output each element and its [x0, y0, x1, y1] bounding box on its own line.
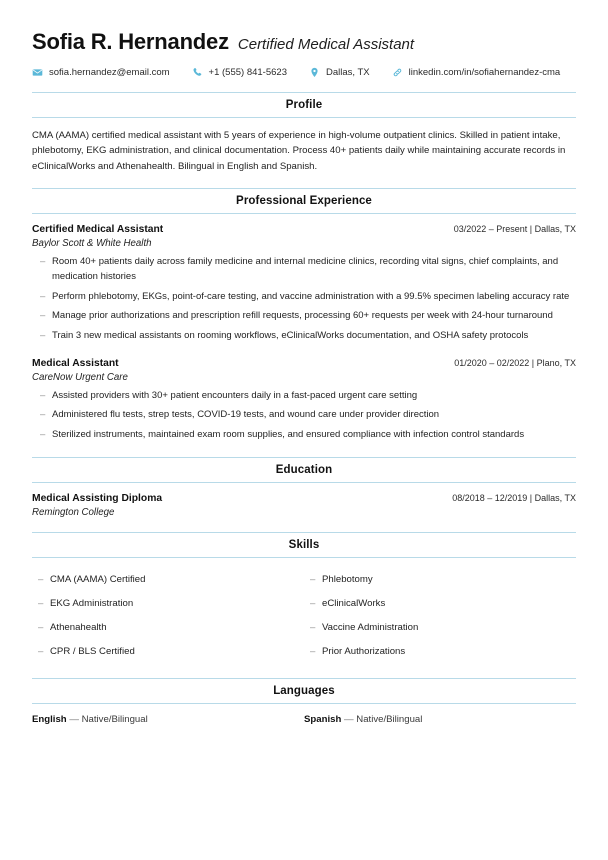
profile-summary-text: CMA (AAMA) certified medical assistant with 5 years of experience in high-volume outpatient clinics. Skilled in patient intake, phlebotomy, EKG administration, and clinical documentation. Process 40+ patients daily while maintaining accurate records in eClinicalWorks and Athenahealth. Bilingual in English and Spanish. — [32, 129, 566, 172]
bullet-text: Perform phlebotomy, EKGs, point-of-care testing, and vaccine administration with a 99.5% specimen labeling accuracy rate — [52, 290, 570, 302]
list-item — [304, 640, 576, 664]
experience-entry-head — [32, 224, 576, 235]
list-item — [32, 255, 576, 284]
bullet-dash-icon: – — [38, 598, 44, 610]
page-title: Sofia R. Hernandez — [32, 29, 229, 54]
skill-label: EKG Administration — [50, 598, 134, 610]
language-level: Native/Bilingual — [81, 713, 148, 725]
contact-email-text: sofia.hernandez@email.com — [49, 66, 170, 78]
list-item — [304, 592, 576, 616]
experience-entry — [32, 224, 576, 344]
contact-phone[interactable] — [192, 67, 287, 78]
language-separator: — — [69, 713, 79, 725]
education-entry — [32, 493, 576, 518]
bullet-dash-icon: – — [40, 329, 46, 341]
resume-header — [32, 28, 576, 78]
list-item — [32, 714, 304, 725]
bullet-dash-icon: – — [40, 310, 46, 322]
phone-icon — [192, 67, 203, 78]
bullet-text: Train 3 new medical assistants on rooming workflows, eClinicalWorks documentation, and OSHA safety protocols — [52, 329, 529, 341]
language-separator: — — [344, 713, 354, 725]
bullet-dash-icon: – — [40, 409, 46, 421]
bullet-text: Manage prior authorizations and prescription refill requests, processing 60+ requests per week with 24-hour turnaround — [52, 310, 553, 322]
list-item — [304, 616, 576, 640]
education-dates-location: 08/2018 – 12/2019 | Dallas, TX — [452, 492, 576, 503]
job-role: Certified Medical Assistant — [32, 224, 164, 236]
section-heading-education: Education — [275, 463, 333, 476]
email-icon — [32, 67, 43, 78]
bullet-dash-icon: – — [310, 598, 316, 610]
section-body-experience — [32, 214, 576, 443]
section-body-education — [32, 483, 576, 518]
section-heading-skills: Skills — [288, 538, 320, 551]
education-entry-head — [32, 493, 576, 504]
skill-label: CMA (AAMA) Certified — [50, 574, 146, 586]
list-item — [304, 568, 576, 592]
job-organization: Baylor Scott & White Health — [32, 238, 152, 250]
bullet-dash-icon: – — [40, 256, 46, 268]
job-bullet-list — [32, 255, 576, 344]
degree-title: Medical Assisting Diploma — [32, 492, 163, 504]
job-bullet-list — [32, 389, 576, 443]
job-dates-location: 01/2020 – 02/2022 | Plano, TX — [454, 357, 576, 368]
skill-label: Phlebotomy — [322, 574, 373, 586]
bullet-dash-icon: – — [38, 574, 44, 586]
section-experience — [32, 188, 576, 443]
section-languages — [32, 678, 576, 725]
contact-location — [309, 67, 370, 78]
list-item — [32, 389, 576, 404]
link-icon — [392, 67, 403, 78]
bullet-dash-icon: – — [40, 429, 46, 441]
bullet-dash-icon: – — [310, 646, 316, 658]
bullet-dash-icon: – — [38, 646, 44, 658]
section-body-profile — [32, 118, 576, 175]
section-heading-experience: Professional Experience — [236, 195, 372, 208]
skill-label: eClinicalWorks — [322, 598, 386, 610]
name-title-row — [32, 28, 576, 56]
contact-email[interactable] — [32, 67, 170, 78]
skill-label: CPR / BLS Certified — [50, 646, 135, 658]
skills-grid — [32, 568, 576, 664]
list-item — [32, 568, 304, 592]
section-skills — [32, 532, 576, 664]
language-level: Native/Bilingual — [356, 713, 423, 725]
school-name: Remington College — [32, 506, 115, 518]
bullet-text: Administered flu tests, strep tests, COVID-19 tests, and wound care under provider direction — [52, 409, 440, 421]
language-name: English — [32, 713, 67, 725]
list-item — [32, 290, 576, 305]
list-item — [304, 714, 576, 725]
bullet-text: Assisted providers with 30+ patient encounters daily in a fast-paced urgent care setting — [52, 389, 418, 401]
contact-linkedin[interactable] — [392, 67, 561, 78]
bullet-dash-icon: – — [38, 622, 44, 634]
bullet-dash-icon: – — [310, 574, 316, 586]
section-body-languages — [32, 704, 576, 725]
list-item — [32, 428, 576, 443]
list-item — [32, 309, 576, 324]
bullet-dash-icon: – — [310, 622, 316, 634]
list-item — [32, 592, 304, 616]
contact-location-text: Dallas, TX — [325, 66, 370, 78]
experience-entry-head — [32, 358, 576, 369]
languages-grid — [32, 714, 576, 725]
list-item — [32, 329, 576, 344]
contact-phone-text: +1 (555) 841-5623 — [208, 66, 287, 78]
job-dates-location: 03/2022 – Present | Dallas, TX — [453, 224, 576, 235]
location-pin-icon — [309, 67, 320, 78]
section-heading-profile: Profile — [285, 98, 323, 111]
bullet-text: Sterilized instruments, maintained exam room supplies, and ensured compliance with infection control standards — [52, 429, 525, 441]
section-body-skills — [32, 558, 576, 664]
list-item — [32, 408, 576, 423]
bullet-dash-icon: – — [40, 290, 46, 302]
section-education — [32, 457, 576, 518]
contact-linkedin-text: linkedin.com/in/sofiahernandez-cma — [408, 66, 561, 78]
skill-label: Vaccine Administration — [322, 622, 419, 634]
skill-label: Prior Authorizations — [322, 646, 406, 658]
professional-title: Certified Medical Assistant — [237, 36, 415, 53]
bullet-text: Room 40+ patients daily across family medicine and internal medicine clinics, recording vital signs, chief complaints, and medication histories — [52, 256, 559, 282]
experience-entry — [32, 358, 576, 443]
job-organization: CareNow Urgent Care — [32, 371, 128, 383]
language-name: Spanish — [304, 713, 342, 725]
section-heading-languages: Languages — [273, 684, 335, 697]
section-profile — [32, 92, 576, 175]
list-item — [32, 640, 304, 664]
skill-label: Athenahealth — [50, 622, 107, 634]
contact-row — [32, 67, 576, 78]
bullet-dash-icon: – — [40, 389, 46, 401]
list-item — [32, 616, 304, 640]
job-role: Medical Assistant — [32, 357, 119, 369]
